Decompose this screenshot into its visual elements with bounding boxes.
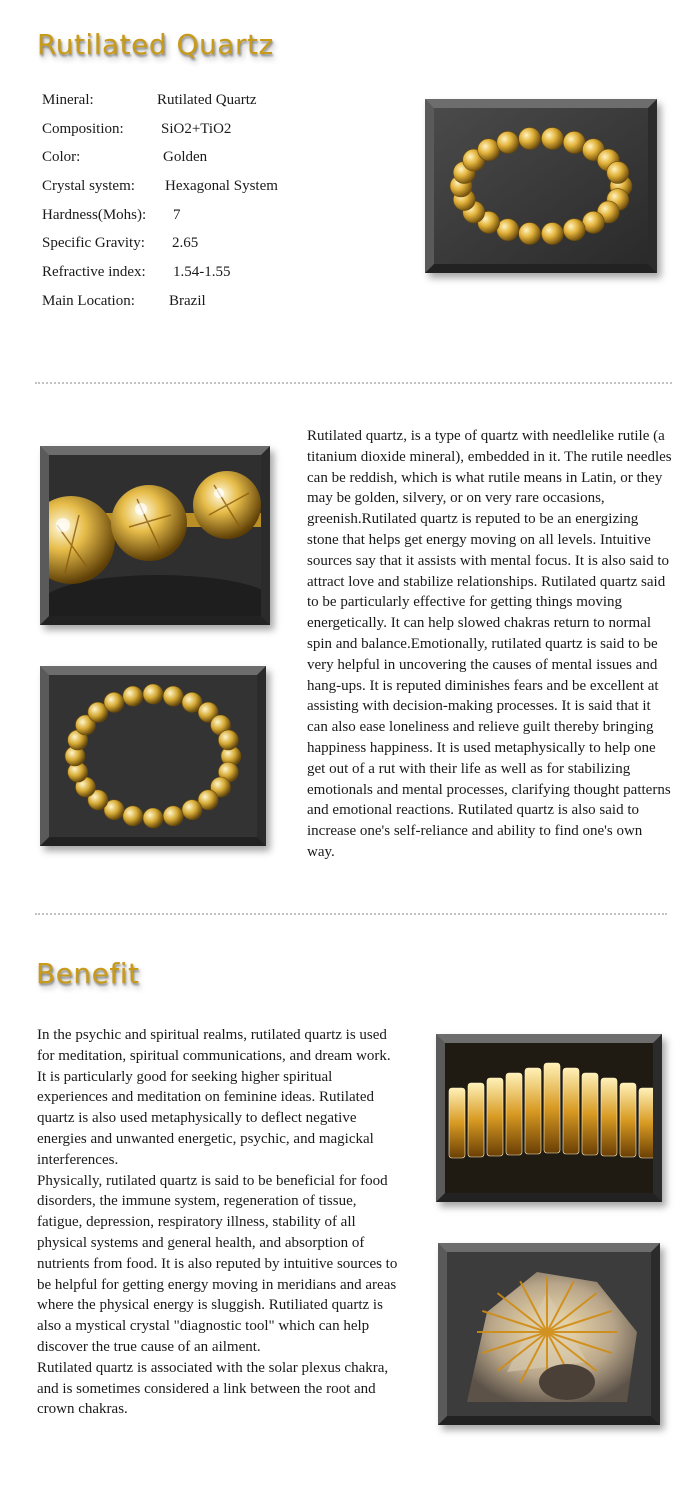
spec-label: Crystal system: <box>42 178 135 195</box>
bead-icon <box>123 686 143 706</box>
bead-icon <box>563 219 585 241</box>
faceted-bead-icon <box>582 1073 598 1155</box>
spec-value: Golden <box>163 149 208 166</box>
bead-icon <box>104 692 124 712</box>
bead-icon <box>519 127 541 149</box>
faceted-bead-icon <box>468 1083 484 1157</box>
bracelet-photo-circle <box>40 666 266 846</box>
spec-label: Color: <box>42 149 81 166</box>
spec-value: SiO2+TiO2 <box>161 120 232 137</box>
faceted-bracelet-illustration <box>445 1043 653 1193</box>
bead-icon <box>123 806 143 826</box>
spec-label: Specific Gravity: <box>42 235 145 252</box>
bead-icon <box>541 127 563 149</box>
bracelet-illustration <box>434 108 648 264</box>
benefit-title: Benefit <box>36 957 140 990</box>
bead-icon <box>478 139 500 161</box>
bead-closeup-photo <box>40 446 270 625</box>
faceted-bead-icon <box>525 1068 541 1154</box>
spec-value: 7 <box>173 206 181 223</box>
bead-icon <box>218 730 238 750</box>
bead-icon <box>541 223 563 245</box>
crystal-cluster-illustration <box>447 1252 651 1416</box>
bead-icon <box>143 684 163 704</box>
faceted-bead-icon <box>601 1078 617 1156</box>
bead-icon <box>163 806 183 826</box>
faceted-bead-icon <box>544 1063 560 1153</box>
bead-icon <box>143 808 163 828</box>
faceted-bead-icon <box>563 1068 579 1154</box>
crystal-cluster-photo <box>438 1243 660 1425</box>
faceted-bead-icon <box>487 1078 503 1156</box>
spec-value: Rutilated Quartz <box>157 92 257 108</box>
spec-value: 2.65 <box>172 235 199 252</box>
benefit-text <box>37 1025 402 1420</box>
section-divider <box>35 913 667 915</box>
bracelet-photo-round-beads <box>425 99 657 273</box>
bead-icon <box>582 211 604 233</box>
spec-label: Composition: <box>42 120 124 137</box>
spec-label: Mineral: <box>42 92 94 108</box>
faceted-bead-icon <box>620 1083 636 1157</box>
faceted-bead-icon <box>506 1073 522 1155</box>
bead-icon <box>497 219 519 241</box>
bead-icon <box>563 131 585 153</box>
bead-icon <box>163 686 183 706</box>
spec-label: Refractive index: <box>42 264 146 281</box>
bead-icon <box>607 161 629 183</box>
spec-value: Hexagonal System <box>165 178 278 195</box>
faceted-bracelet-photo <box>436 1034 662 1202</box>
faceted-bead-icon <box>639 1088 653 1158</box>
benefit-paragraph: Physically, rutilated quartz is said to be beneficial for food disorders, the immune system, regeneration of tissue, fatigue, depression, respiratory illness, stability of all physical systems and general health, and absorption of nutrients from food. It is also reputed by intuitive sources to be helpful for getting energy moving in meridians and areas where the physical energy is sluggish. Rutiliated quartz is also a mystical crystal "diagnostic tool" which can help discover the true cause of an ailment. <box>37 1172 398 1355</box>
bead-icon <box>519 223 541 245</box>
spec-value: 1.54-1.55 <box>173 264 231 281</box>
bead-closeup-illustration <box>49 455 261 616</box>
section-divider <box>35 382 672 384</box>
bracelet-circle-illustration <box>49 675 257 837</box>
benefit-paragraph: In the psychic and spiritual realms, rutilated quartz is used for meditation, spiritual communications, and dream work. It is particularly good for seeking higher spiritual experiences and meditation on feminine ideas. Rutilated quartz is also used metaphysically to deflect negative energies and unwanted energetic, psychic, and magickal interferences. <box>37 1027 391 1168</box>
spec-value: Brazil <box>169 292 206 309</box>
spec-label: Main Location: <box>42 292 135 309</box>
bead-icon <box>497 131 519 153</box>
page-title: Rutilated Quartz <box>37 28 274 61</box>
benefit-paragraph: Rutilated quartz is associated with the solar plexus chakra, and is sometimes considered a link between the root and crown chakras. <box>37 1359 389 1418</box>
faceted-bead-icon <box>449 1088 465 1158</box>
description-text: Rutilated quartz, is a type of quartz with needlelike rutile (a titanium dioxide mineral), embedded in it. The rutile needles can be reddish, which is what rutile means in Latin, or they may be golden, silvery, or on very rare occasions, greenish.Rutilated quartz is reputed to be an energizing stone that helps get energy moving on all levels. Intuitive sources say that it assists with mental focus. It is also said to attract love and stabilize relationships. Rutilated quartz said to be particularly effective for getting things moving energetically. It can help slowed chakras return to normal spin and balance.Emotionally, rutilated quartz is said to be very helpful in uncovering the causes of mental issues and hang-ups. It is reputed diminishes fears and be excellent at assisting with decision-making processes. It is said that it can also ease loneliness and relieve guilt thereby bringing happiness happiness. It is used metaphysically to help one get out of a rut with their life as well as for stabilizing emotionals and mental processes, clarifying thought patterns and emotional reactions. Rutilated quartz is also said to increase one's self-reliance and ability to find one's own way. <box>307 428 672 860</box>
bead-icon <box>182 800 202 820</box>
spec-label: Hardness(Mohs): <box>42 206 147 223</box>
